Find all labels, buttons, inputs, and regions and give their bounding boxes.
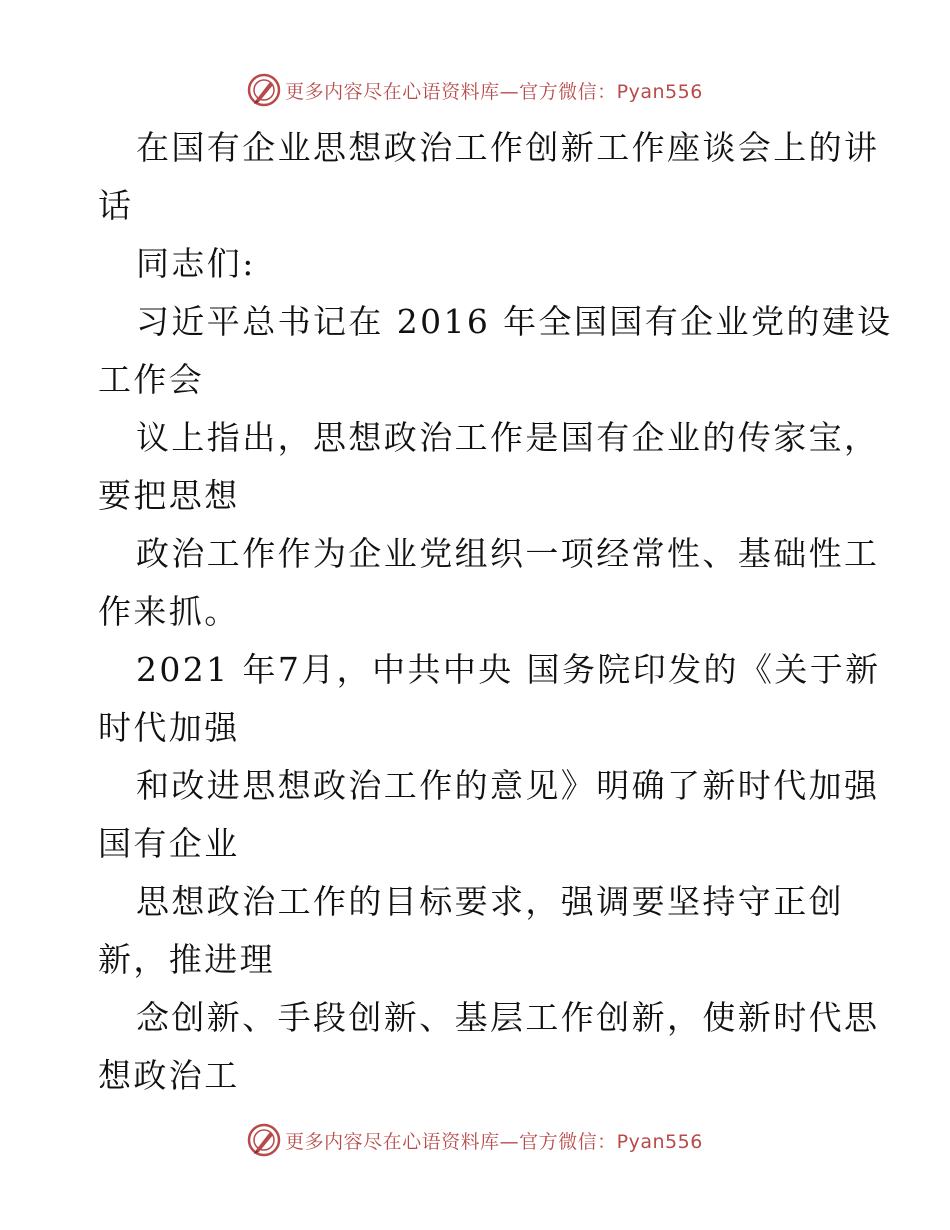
text-line: 话 (98, 186, 134, 225)
pen-logo-icon (247, 1123, 281, 1157)
text-line: 作来抓。 (98, 592, 240, 631)
text-line: 和改进思想政治工作的意见》明确了新时代加强 (136, 766, 880, 805)
document-body (98, 119, 893, 1105)
text-line: 新，推进理 (98, 940, 275, 979)
text-line: 念创新、手段创新、基层工作创新，使新时代思 (136, 998, 880, 1037)
text-line: 2021 年7月，中共中央 国务院印发的《关于新 (136, 650, 881, 689)
text-line: 思想政治工作的目标要求，强调要坚持守正创 (136, 882, 844, 921)
text-line: 同志们: (136, 244, 256, 283)
header-watermark (0, 70, 950, 110)
text-line: 时代加强 (98, 708, 240, 747)
watermark-text: 更多内容尽在心语资料库—官方微信：Pyan556 (285, 80, 703, 103)
watermark-text: 更多内容尽在心语资料库—官方微信：Pyan556 (285, 1130, 703, 1153)
text-line: 国有企业 (98, 824, 240, 863)
text-line: 议上指出，思想政治工作是国有企业的传家宝， (136, 418, 880, 457)
text-line: 习近平总书记在 2016 年全国国有企业党的建设 (136, 302, 893, 341)
text-line: 要把思想 (98, 476, 240, 515)
text-line: 政治工作作为企业党组织一项经常性、基础性工 (136, 534, 880, 573)
text-line: 在国有企业思想政治工作创新工作座谈会上的讲 (136, 128, 880, 167)
text-line: 想政治工 (98, 1056, 240, 1095)
footer-watermark (0, 1120, 950, 1160)
pen-logo-icon (247, 73, 281, 107)
text-line: 工作会 (98, 360, 205, 399)
